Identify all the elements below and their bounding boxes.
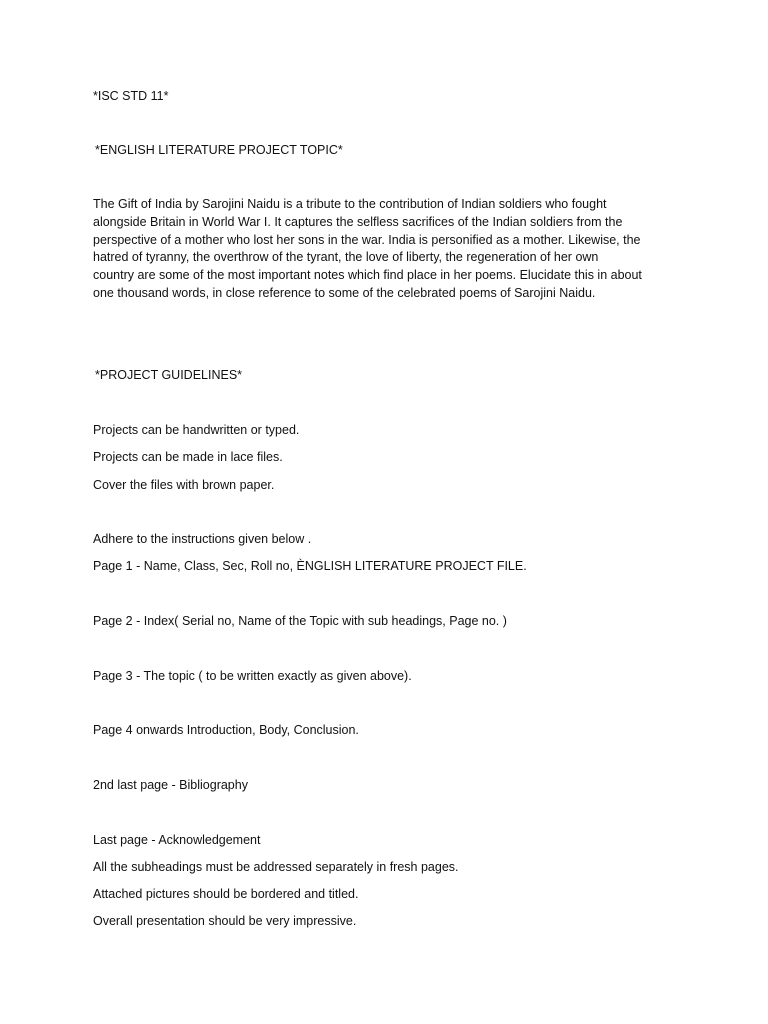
guideline-item: Page 2 - Index( Serial no, Name of the Topic with sub headings, Page no. ) [93, 614, 507, 628]
topic-line-3: perspective of a mother who lost her sons in the war. India is personified as a mother. Likewise, the [93, 232, 641, 247]
topic-line-6: one thousand words, in close reference to some of the celebrated poems of Sarojini Naidu. [93, 285, 596, 300]
guideline-item: 2nd last page - Bibliography [93, 778, 248, 792]
guidelines-heading: *PROJECT GUIDELINES* [95, 368, 243, 382]
guideline-item: Overall presentation should be very impressive. [93, 914, 357, 928]
guideline-item: Page 1 - Name, Class, Sec, Roll no, ÈNGLISH LITERATURE PROJECT FILE. [93, 559, 527, 573]
topic-heading: *ENGLISH LITERATURE PROJECT TOPIC* [95, 143, 343, 157]
guideline-item: Last page - Acknowledgement [93, 833, 261, 847]
guideline-item: All the subheadings must be addressed separately in fresh pages. [93, 860, 459, 874]
topic-line-2: alongside Britain in World War I. It captures the selfless sacrifices of the Indian soldiers from the [93, 214, 623, 229]
guideline-item: Cover the files with brown paper. [93, 478, 275, 492]
topic-line-5: country are some of the most important notes which find place in her poems. Elucidate this in about [93, 268, 642, 283]
topic-paragraph [93, 196, 683, 303]
topic-line-4: hatred of tyranny, the overthrow of the tyrant, the love of liberty, the regeneration of her own [93, 250, 599, 265]
guideline-item: Adhere to the instructions given below . [93, 532, 312, 546]
topic-line-1: The Gift of India by Sarojini Naidu is a tribute to the contribution of Indian soldiers who fought [93, 197, 607, 211]
guideline-item: Projects can be handwritten or typed. [93, 423, 300, 437]
guideline-item: Page 4 onwards Introduction, Body, Conclusion. [93, 723, 359, 737]
guideline-item: Attached pictures should be bordered and titled. [93, 887, 359, 901]
guideline-item: Projects can be made in lace files. [93, 450, 283, 464]
class-line: *ISC STD 11* [93, 89, 169, 103]
guideline-item: Page 3 - The topic ( to be written exactly as given above). [93, 669, 412, 683]
